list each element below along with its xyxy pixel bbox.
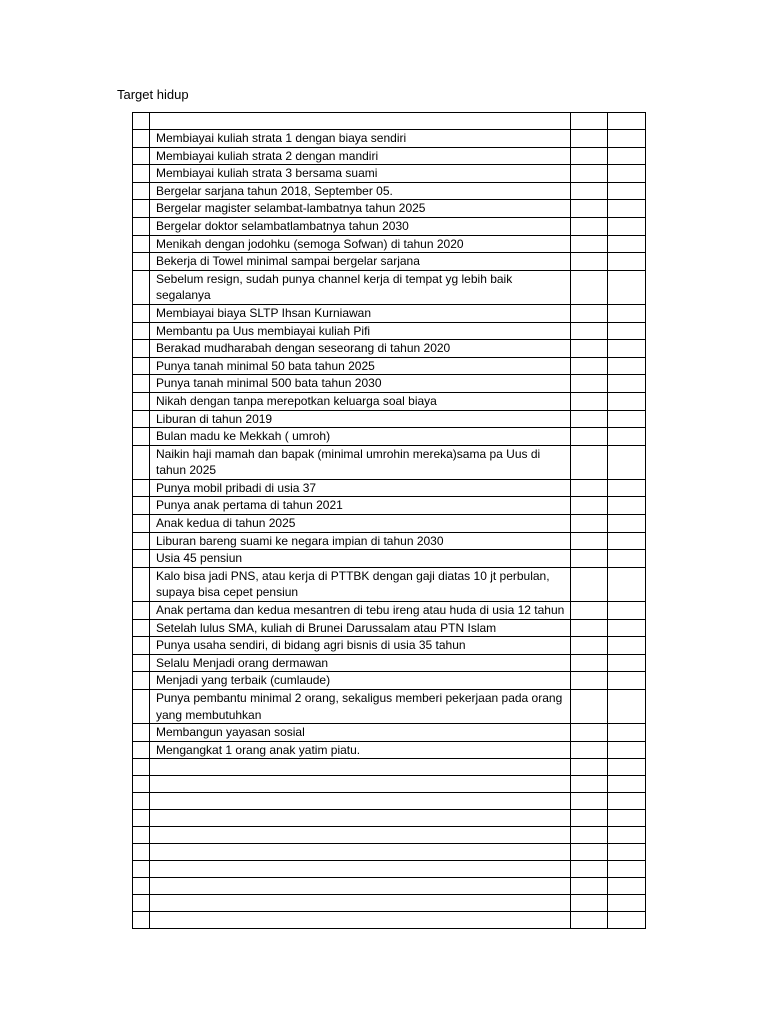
- target-text-cell: Nikah dengan tanpa merepotkan keluarga soal biaya: [150, 392, 571, 410]
- check-cell-a: [571, 602, 608, 620]
- check-cell-b: [608, 741, 646, 759]
- check-cell-b: [608, 235, 646, 253]
- check-cell-a: [571, 217, 608, 235]
- check-cell-b: [608, 322, 646, 340]
- target-text-cell: Bergelar sarjana tahun 2018, September 05.: [150, 182, 571, 200]
- check-cell-b: [608, 200, 646, 218]
- table-row: [133, 912, 646, 929]
- row-number-cell: [133, 654, 150, 672]
- target-text-cell: Membiayai kuliah strata 1 dengan biaya sendiri: [150, 130, 571, 148]
- table-row: [133, 340, 646, 358]
- check-cell-a: [571, 253, 608, 271]
- target-text-cell: Liburan di tahun 2019: [150, 410, 571, 428]
- row-number-cell: [133, 550, 150, 568]
- check-cell-b: [608, 253, 646, 271]
- check-cell-b: [608, 844, 646, 861]
- check-cell-a: [571, 567, 608, 601]
- target-text-cell: [150, 912, 571, 929]
- row-number-cell: [133, 776, 150, 793]
- row-number-cell: [133, 445, 150, 479]
- target-table: [132, 112, 646, 929]
- row-number-cell: [133, 878, 150, 895]
- table-row: [133, 844, 646, 861]
- table-row: [133, 654, 646, 672]
- check-cell-a: [571, 130, 608, 148]
- check-cell-a: [571, 182, 608, 200]
- check-cell-b: [608, 861, 646, 878]
- target-text-cell: Menjadi yang terbaik (cumlaude): [150, 672, 571, 690]
- check-cell-a: [571, 827, 608, 844]
- check-cell-a: [571, 340, 608, 358]
- row-number-cell: [133, 793, 150, 810]
- check-cell-b: [608, 619, 646, 637]
- target-text-cell: Punya anak pertama di tahun 2021: [150, 497, 571, 515]
- target-text-cell: Kalo bisa jadi PNS, atau kerja di PTTBK dengan gaji diatas 10 jt perbulan, supaya bisa cepet pensiun: [150, 567, 571, 601]
- check-cell-b: [608, 479, 646, 497]
- target-text-cell: Menikah dengan jodohku (semoga Sofwan) di tahun 2020: [150, 235, 571, 253]
- check-cell-b: [608, 602, 646, 620]
- check-cell-a: [571, 672, 608, 690]
- row-number-cell: [133, 861, 150, 878]
- row-number-cell: [133, 602, 150, 620]
- row-number-cell: [133, 844, 150, 861]
- row-number-cell: [133, 182, 150, 200]
- check-cell-b: [608, 340, 646, 358]
- target-text-cell: Membiayai biaya SLTP Ihsan Kurniawan: [150, 304, 571, 322]
- check-cell-b: [608, 810, 646, 827]
- check-cell-a: [571, 165, 608, 183]
- check-cell-a: [571, 392, 608, 410]
- row-number-cell: [133, 741, 150, 759]
- target-text-cell: [150, 827, 571, 844]
- check-cell-a: [571, 304, 608, 322]
- row-number-cell: [133, 340, 150, 358]
- table-row: [133, 304, 646, 322]
- target-text-cell: Mengangkat 1 orang anak yatim piatu.: [150, 741, 571, 759]
- check-cell-a: [571, 410, 608, 428]
- check-cell-a: [571, 844, 608, 861]
- target-text-cell: [150, 895, 571, 912]
- row-number-cell: [133, 357, 150, 375]
- table-row: [133, 322, 646, 340]
- document-title: Target hidup: [117, 87, 189, 102]
- table-row: [133, 724, 646, 742]
- table-row: [133, 515, 646, 533]
- table-row: [133, 776, 646, 793]
- check-cell-a: [571, 147, 608, 165]
- row-number-cell: [133, 322, 150, 340]
- row-number-cell: [133, 532, 150, 550]
- table-row: [133, 130, 646, 148]
- check-cell-b: [608, 690, 646, 724]
- row-number-cell: [133, 724, 150, 742]
- target-text-cell: Usia 45 pensiun: [150, 550, 571, 568]
- check-cell-b: [608, 304, 646, 322]
- table-row: [133, 410, 646, 428]
- target-text-cell: Punya usaha sendiri, di bidang agri bisnis di usia 35 tahun: [150, 637, 571, 655]
- target-text-cell: Naikin haji mamah dan bapak (minimal umrohin mereka)sama pa Uus di tahun 2025: [150, 445, 571, 479]
- target-text-cell: [150, 793, 571, 810]
- check-cell-a: [571, 200, 608, 218]
- check-cell-a: [571, 113, 608, 130]
- check-cell-b: [608, 497, 646, 515]
- check-cell-b: [608, 759, 646, 776]
- row-number-cell: [133, 497, 150, 515]
- row-number-cell: [133, 895, 150, 912]
- target-text-cell: Membiayai kuliah strata 3 bersama suami: [150, 165, 571, 183]
- check-cell-b: [608, 445, 646, 479]
- check-cell-a: [571, 322, 608, 340]
- table-row: [133, 827, 646, 844]
- check-cell-a: [571, 270, 608, 304]
- table-row: [133, 532, 646, 550]
- check-cell-a: [571, 357, 608, 375]
- row-number-cell: [133, 113, 150, 130]
- table-row: [133, 793, 646, 810]
- table-row: [133, 357, 646, 375]
- check-cell-a: [571, 861, 608, 878]
- table-row: [133, 428, 646, 446]
- check-cell-b: [608, 182, 646, 200]
- row-number-cell: [133, 253, 150, 271]
- check-cell-b: [608, 392, 646, 410]
- target-text-cell: [150, 810, 571, 827]
- target-text-cell: [150, 861, 571, 878]
- table-row: [133, 759, 646, 776]
- table-row: [133, 479, 646, 497]
- check-cell-b: [608, 672, 646, 690]
- target-text-cell: Bulan madu ke Mekkah ( umroh): [150, 428, 571, 446]
- check-cell-b: [608, 878, 646, 895]
- check-cell-a: [571, 741, 608, 759]
- table-row: [133, 878, 646, 895]
- check-cell-a: [571, 428, 608, 446]
- row-number-cell: [133, 428, 150, 446]
- table-row: [133, 253, 646, 271]
- row-number-cell: [133, 200, 150, 218]
- target-text-cell: Anak kedua di tahun 2025: [150, 515, 571, 533]
- check-cell-a: [571, 532, 608, 550]
- target-text-cell: Membangun yayasan sosial: [150, 724, 571, 742]
- table-row: [133, 270, 646, 304]
- table-row: [133, 619, 646, 637]
- target-text-cell: Punya pembantu minimal 2 orang, sekaligus memberi pekerjaan pada orang yang membutuhkan: [150, 690, 571, 724]
- row-number-cell: [133, 165, 150, 183]
- row-number-cell: [133, 810, 150, 827]
- row-number-cell: [133, 270, 150, 304]
- check-cell-b: [608, 410, 646, 428]
- check-cell-a: [571, 690, 608, 724]
- target-text-cell: Punya tanah minimal 50 bata tahun 2025: [150, 357, 571, 375]
- check-cell-b: [608, 637, 646, 655]
- check-cell-b: [608, 912, 646, 929]
- row-number-cell: [133, 690, 150, 724]
- target-table-body: [133, 113, 646, 929]
- check-cell-a: [571, 515, 608, 533]
- table-row: [133, 445, 646, 479]
- row-number-cell: [133, 147, 150, 165]
- check-cell-a: [571, 793, 608, 810]
- check-cell-b: [608, 217, 646, 235]
- table-row: [133, 672, 646, 690]
- check-cell-a: [571, 235, 608, 253]
- row-number-cell: [133, 479, 150, 497]
- check-cell-a: [571, 776, 608, 793]
- table-row: [133, 810, 646, 827]
- table-row: [133, 392, 646, 410]
- check-cell-a: [571, 375, 608, 393]
- table-row: [133, 217, 646, 235]
- table-row: [133, 147, 646, 165]
- target-table-container: [132, 112, 646, 929]
- check-cell-a: [571, 497, 608, 515]
- row-number-cell: [133, 567, 150, 601]
- table-row: [133, 741, 646, 759]
- target-text-cell: Punya mobil pribadi di usia 37: [150, 479, 571, 497]
- check-cell-a: [571, 654, 608, 672]
- check-cell-a: [571, 759, 608, 776]
- row-number-cell: [133, 759, 150, 776]
- table-row: [133, 861, 646, 878]
- target-text-cell: [150, 113, 571, 130]
- target-text-cell: Liburan bareng suami ke negara impian di tahun 2030: [150, 532, 571, 550]
- check-cell-b: [608, 827, 646, 844]
- row-number-cell: [133, 410, 150, 428]
- check-cell-b: [608, 428, 646, 446]
- row-number-cell: [133, 619, 150, 637]
- target-text-cell: Membantu pa Uus membiayai kuliah Pifi: [150, 322, 571, 340]
- table-row: [133, 200, 646, 218]
- table-row: [133, 567, 646, 601]
- table-row: [133, 602, 646, 620]
- table-row: [133, 235, 646, 253]
- check-cell-a: [571, 895, 608, 912]
- table-row: [133, 637, 646, 655]
- target-text-cell: Selalu Menjadi orang dermawan: [150, 654, 571, 672]
- table-row: [133, 550, 646, 568]
- check-cell-b: [608, 165, 646, 183]
- target-text-cell: [150, 776, 571, 793]
- check-cell-b: [608, 567, 646, 601]
- target-text-cell: Setelah lulus SMA, kuliah di Brunei Darussalam atau PTN Islam: [150, 619, 571, 637]
- check-cell-a: [571, 724, 608, 742]
- check-cell-a: [571, 810, 608, 827]
- check-cell-b: [608, 532, 646, 550]
- check-cell-a: [571, 878, 608, 895]
- row-number-cell: [133, 392, 150, 410]
- row-number-cell: [133, 912, 150, 929]
- check-cell-b: [608, 357, 646, 375]
- check-cell-b: [608, 895, 646, 912]
- row-number-cell: [133, 515, 150, 533]
- target-text-cell: Bergelar magister selambat-lambatnya tahun 2025: [150, 200, 571, 218]
- check-cell-a: [571, 445, 608, 479]
- check-cell-b: [608, 776, 646, 793]
- row-number-cell: [133, 304, 150, 322]
- row-number-cell: [133, 130, 150, 148]
- target-text-cell: Berakad mudharabah dengan seseorang di tahun 2020: [150, 340, 571, 358]
- target-text-cell: Anak pertama dan kedua mesantren di tebu ireng atau huda di usia 12 tahun: [150, 602, 571, 620]
- target-text-cell: [150, 844, 571, 861]
- check-cell-b: [608, 550, 646, 568]
- check-cell-b: [608, 793, 646, 810]
- table-row: [133, 690, 646, 724]
- check-cell-b: [608, 654, 646, 672]
- target-text-cell: Punya tanah minimal 500 bata tahun 2030: [150, 375, 571, 393]
- check-cell-b: [608, 375, 646, 393]
- check-cell-a: [571, 479, 608, 497]
- check-cell-a: [571, 619, 608, 637]
- check-cell-b: [608, 147, 646, 165]
- table-row: [133, 182, 646, 200]
- row-number-cell: [133, 375, 150, 393]
- target-text-cell: [150, 878, 571, 895]
- check-cell-b: [608, 270, 646, 304]
- check-cell-b: [608, 130, 646, 148]
- row-number-cell: [133, 217, 150, 235]
- target-text-cell: Bekerja di Towel minimal sampai bergelar sarjana: [150, 253, 571, 271]
- row-number-cell: [133, 672, 150, 690]
- target-text-cell: [150, 759, 571, 776]
- check-cell-a: [571, 550, 608, 568]
- row-number-cell: [133, 637, 150, 655]
- check-cell-a: [571, 637, 608, 655]
- table-row: [133, 165, 646, 183]
- check-cell-b: [608, 724, 646, 742]
- row-number-cell: [133, 235, 150, 253]
- check-cell-a: [571, 912, 608, 929]
- target-text-cell: Membiayai kuliah strata 2 dengan mandiri: [150, 147, 571, 165]
- table-row: [133, 895, 646, 912]
- check-cell-b: [608, 113, 646, 130]
- table-row: [133, 375, 646, 393]
- target-text-cell: Bergelar doktor selambatlambatnya tahun 2030: [150, 217, 571, 235]
- table-row: [133, 113, 646, 130]
- row-number-cell: [133, 827, 150, 844]
- target-text-cell: Sebelum resign, sudah punya channel kerja di tempat yg lebih baik segalanya: [150, 270, 571, 304]
- table-row: [133, 497, 646, 515]
- check-cell-b: [608, 515, 646, 533]
